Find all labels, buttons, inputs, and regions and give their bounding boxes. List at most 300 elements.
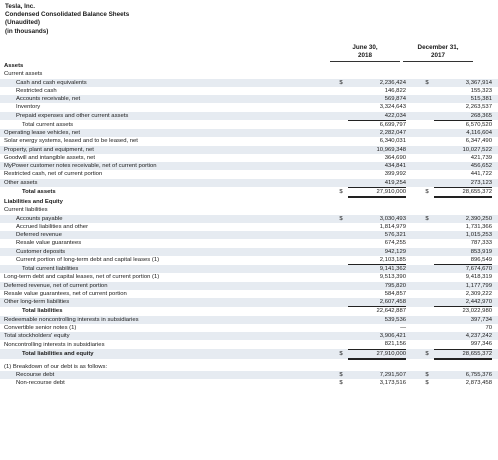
- value-june-2018: 674,255: [384, 240, 406, 247]
- table-row: [0, 170, 498, 178]
- currency-symbol: $: [420, 79, 434, 87]
- column-gap: [406, 282, 420, 290]
- column-gap: [406, 349, 420, 359]
- table-row: [0, 265, 498, 274]
- value-dec-2017: 4,237,242: [434, 332, 492, 340]
- column-gap: [406, 87, 420, 95]
- column-gap: [406, 137, 420, 145]
- table-row: [0, 179, 498, 188]
- column-gap: [406, 290, 420, 298]
- row-end: [492, 298, 498, 307]
- column-gap: [406, 79, 420, 87]
- row-label: Recourse debt: [0, 371, 334, 379]
- value-june-2018: 1,814,979: [379, 223, 406, 230]
- currency-symbol: [334, 197, 348, 206]
- table-row: [0, 129, 498, 137]
- row-label: Current liabilities: [4, 207, 48, 214]
- value-june-2018: 942,129: [348, 248, 406, 256]
- row-end: [492, 170, 498, 178]
- row-label: MyPower customer notes receivable, net of current portion: [0, 162, 334, 170]
- value-dec-2017: 23,022,980: [462, 308, 492, 315]
- row-label: Deferred revenue: [0, 231, 334, 239]
- value-june-2018: 9,141,362: [348, 265, 406, 274]
- row-end: [492, 239, 498, 247]
- currency-symbol: [420, 87, 434, 95]
- currency-symbol: $: [420, 215, 434, 223]
- value-june-2018: 27,910,000: [348, 187, 406, 197]
- table-row: [0, 70, 498, 78]
- column-header-line2: 2017: [403, 52, 473, 62]
- value-dec-2017: [434, 70, 492, 78]
- column-gap: [406, 324, 420, 332]
- currency-symbol: [334, 137, 348, 145]
- unaudited-note: (Unaudited): [5, 19, 40, 27]
- currency-symbol: [420, 70, 434, 78]
- table-row: [0, 282, 498, 290]
- currency-symbol: [420, 316, 434, 324]
- value-june-2018: [348, 206, 406, 214]
- balance-sheet-table: [0, 62, 498, 388]
- row-label: Total liabilities and equity: [0, 349, 334, 359]
- row-label: Cash and cash equivalents: [0, 79, 334, 87]
- currency-symbol: [334, 239, 348, 247]
- row-end: [492, 103, 498, 111]
- row-end: [492, 316, 498, 324]
- currency-symbol: [420, 103, 434, 111]
- currency-symbol: [420, 62, 434, 70]
- currency-symbol: [334, 170, 348, 178]
- column-gap: [406, 298, 420, 307]
- value-june-2018: 576,321: [348, 231, 406, 239]
- currency-symbol: $: [334, 371, 348, 379]
- table-row: [0, 332, 498, 340]
- currency-symbol: [420, 137, 434, 145]
- currency-symbol: $: [425, 380, 429, 387]
- currency-symbol: [334, 129, 348, 137]
- table-row: [0, 273, 498, 281]
- column-gap: [406, 187, 420, 197]
- currency-symbol: [334, 103, 348, 111]
- row-end: [492, 223, 498, 231]
- currency-symbol: [420, 332, 434, 340]
- row-label: Noncontrolling interests in subsidiaries: [4, 341, 105, 348]
- column-gap: [406, 340, 420, 349]
- row-label: Total current liabilities: [0, 265, 334, 274]
- value-dec-2017: 787,333: [470, 240, 492, 247]
- column-gap: [406, 120, 420, 129]
- value-dec-2017: 2,309,222: [465, 290, 492, 297]
- row-end: [492, 340, 498, 349]
- currency-symbol: [334, 120, 348, 129]
- table-row: [0, 239, 498, 247]
- currency-symbol: [420, 120, 434, 129]
- value-june-2018: [348, 197, 406, 206]
- currency-symbol: [420, 340, 434, 349]
- value-june-2018: 10,969,348: [348, 146, 406, 154]
- row-label: Current portion of long-term debt and capital leases (1): [16, 257, 160, 263]
- currency-symbol: $: [339, 380, 343, 387]
- column-header-line1: December 31,: [417, 44, 459, 51]
- row-end: [492, 137, 498, 145]
- currency-symbol: [334, 265, 348, 274]
- currency-symbol: [334, 154, 348, 162]
- value-dec-2017: 1,015,253: [434, 231, 492, 239]
- currency-symbol: [334, 248, 348, 256]
- currency-symbol: [334, 273, 348, 281]
- currency-symbol: [334, 162, 348, 170]
- row-end: [492, 120, 498, 129]
- currency-symbol: [334, 231, 348, 239]
- column-gap: [406, 215, 420, 223]
- currency-symbol: [334, 146, 348, 154]
- row-end: [492, 273, 498, 281]
- table-row: [0, 256, 498, 265]
- column-gap: [406, 95, 420, 103]
- currency-symbol: $: [334, 215, 348, 223]
- currency-symbol: [420, 239, 434, 247]
- row-label: Goodwill and intangible assets, net: [4, 154, 96, 161]
- row-label: Convertible senior notes (1): [4, 324, 77, 331]
- value-june-2018: 7,291,507: [348, 371, 406, 379]
- table-row: [0, 231, 498, 239]
- column-gap: [406, 265, 420, 274]
- value-june-2018: 419,254: [348, 179, 406, 188]
- row-label: Accounts payable: [0, 215, 334, 223]
- row-end: [492, 154, 498, 162]
- currency-symbol: [420, 129, 434, 137]
- value-dec-2017: 896,549: [434, 256, 492, 265]
- row-end: [492, 87, 498, 95]
- value-dec-2017: [434, 206, 492, 214]
- row-label: Liabilities and Equity: [4, 198, 63, 205]
- row-end: [492, 79, 498, 87]
- value-dec-2017: 273,123: [434, 179, 492, 188]
- value-dec-2017: 515,381: [434, 95, 492, 103]
- table-row: [0, 87, 498, 95]
- table-row: [0, 103, 498, 111]
- value-dec-2017: 2,263,537: [465, 104, 492, 111]
- value-dec-2017: 4,116,604: [434, 129, 492, 137]
- row-label: Current assets: [4, 71, 43, 78]
- row-end: [492, 371, 498, 379]
- currency-symbol: [334, 282, 348, 290]
- row-label: Redeemable noncontrolling interests in subsidiaries: [0, 316, 334, 324]
- value-dec-2017: 3,367,914: [434, 79, 492, 87]
- value-june-2018: [348, 62, 406, 70]
- currency-symbol: [420, 273, 434, 281]
- value-june-2018: 22,642,887: [376, 308, 406, 315]
- column-gap: [406, 112, 420, 121]
- currency-symbol: [420, 248, 434, 256]
- value-dec-2017: 1,731,366: [465, 223, 492, 230]
- units-note: (in thousands): [5, 27, 49, 35]
- currency-symbol: [420, 324, 434, 332]
- column-gap: [406, 307, 420, 316]
- currency-symbol: $: [339, 189, 343, 195]
- footnote-row: [0, 371, 498, 379]
- value-dec-2017: 2,442,970: [434, 298, 492, 307]
- value-dec-2017: 28,655,372: [434, 349, 492, 359]
- row-end: [492, 70, 498, 78]
- value-june-2018: 2,282,047: [348, 129, 406, 137]
- table-row: [0, 298, 498, 307]
- value-june-2018: 364,690: [384, 154, 406, 161]
- row-label: Accrued liabilities and other: [16, 223, 89, 230]
- currency-symbol: [334, 223, 348, 231]
- table-row: [0, 187, 498, 197]
- value-dec-2017: 421,739: [470, 154, 492, 161]
- currency-symbol: [334, 307, 348, 316]
- currency-symbol: $: [334, 349, 348, 359]
- currency-symbol: $: [420, 371, 434, 379]
- row-end: [492, 290, 498, 298]
- currency-symbol: [420, 223, 434, 231]
- column-header-june-2018: [330, 44, 400, 62]
- value-dec-2017: 28,655,372: [434, 187, 492, 197]
- row-label: Restricted cash, net of current portion: [4, 171, 103, 178]
- column-gap: [406, 231, 420, 239]
- column-gap: [406, 332, 420, 340]
- row-end: [492, 324, 498, 332]
- value-dec-2017: 456,652: [434, 162, 492, 170]
- table-row: [0, 206, 498, 214]
- table-row: [0, 154, 498, 162]
- currency-symbol: [420, 206, 434, 214]
- value-dec-2017: 268,365: [434, 112, 492, 121]
- row-label: Total liabilities: [22, 308, 63, 314]
- currency-symbol: [334, 112, 348, 121]
- column-gap: [406, 248, 420, 256]
- column-gap: [406, 316, 420, 324]
- row-label: Restricted cash: [16, 87, 57, 94]
- value-dec-2017: 9,418,319: [465, 274, 492, 281]
- value-dec-2017: 397,734: [434, 316, 492, 324]
- currency-symbol: [334, 206, 348, 214]
- currency-symbol: [334, 298, 348, 307]
- value-june-2018: —: [400, 324, 406, 331]
- row-end: [492, 197, 498, 206]
- column-gap: [406, 379, 420, 387]
- row-label: Solar energy systems, leased and to be leased, net: [4, 138, 138, 145]
- column-gap: [406, 223, 420, 231]
- currency-symbol: [420, 282, 434, 290]
- value-june-2018: 6,699,797: [379, 121, 406, 128]
- value-june-2018: 3,173,516: [379, 380, 406, 387]
- row-label: Other long-term liabilities: [0, 298, 334, 307]
- value-dec-2017: 7,674,670: [434, 265, 492, 274]
- column-gap: [406, 162, 420, 170]
- currency-symbol: [420, 298, 434, 307]
- value-dec-2017: [434, 62, 492, 70]
- row-label: Resale value guarantees: [16, 240, 82, 247]
- row-label: Total assets: [22, 189, 56, 195]
- row-end: [492, 187, 498, 197]
- currency-symbol: [420, 231, 434, 239]
- row-label: Property, plant and equipment, net: [0, 146, 334, 154]
- row-label: Accounts receivable, net: [0, 95, 334, 103]
- value-june-2018: 3,906,421: [348, 332, 406, 340]
- currency-symbol: [334, 95, 348, 103]
- value-june-2018: 569,874: [348, 95, 406, 103]
- column-gap: [406, 62, 420, 70]
- currency-symbol: [420, 290, 434, 298]
- value-june-2018: 27,910,000: [348, 349, 406, 359]
- row-end: [492, 146, 498, 154]
- row-end: [492, 256, 498, 265]
- value-june-2018: 422,034: [348, 112, 406, 121]
- row-label: Other assets: [0, 179, 334, 188]
- row-end: [492, 231, 498, 239]
- table-row: [0, 324, 498, 332]
- row-label: Prepaid expenses and other current assets: [0, 112, 334, 121]
- column-gap: [406, 129, 420, 137]
- value-dec-2017: 6,570,520: [465, 121, 492, 128]
- currency-symbol: [334, 340, 348, 349]
- value-dec-2017: 6,755,376: [434, 371, 492, 379]
- currency-symbol: [420, 197, 434, 206]
- row-end: [492, 206, 498, 214]
- column-gap: [406, 371, 420, 379]
- statement-title: Condensed Consolidated Balance Sheets: [5, 11, 130, 19]
- value-june-2018: 146,822: [384, 87, 406, 94]
- row-label: Long-term debt and capital leases, net of current portion (1): [4, 274, 160, 281]
- currency-symbol: [420, 179, 434, 188]
- row-label: Total stockholders' equity: [0, 332, 334, 340]
- value-june-2018: 3,324,643: [379, 104, 406, 111]
- row-label: Total current assets: [22, 121, 74, 128]
- row-end: [492, 332, 498, 340]
- value-dec-2017: 2,390,250: [434, 215, 492, 223]
- value-june-2018: 399,992: [384, 171, 406, 178]
- value-dec-2017: 1,177,799: [434, 282, 492, 290]
- value-june-2018: 2,607,458: [348, 298, 406, 307]
- row-end: [492, 129, 498, 137]
- currency-symbol: [420, 256, 434, 265]
- table-row: [0, 120, 498, 129]
- value-june-2018: 539,536: [348, 316, 406, 324]
- column-gap: [406, 239, 420, 247]
- value-june-2018: 821,156: [348, 340, 406, 349]
- row-label: Operating lease vehicles, net: [0, 129, 334, 137]
- value-june-2018: 6,340,031: [379, 138, 406, 145]
- currency-symbol: [420, 95, 434, 103]
- currency-symbol: [334, 87, 348, 95]
- value-dec-2017: 441,722: [470, 171, 492, 178]
- value-dec-2017: 6,347,490: [465, 138, 492, 145]
- value-june-2018: 2,103,185: [348, 256, 406, 265]
- column-gap: [406, 273, 420, 281]
- document-header: [5, 3, 129, 36]
- value-dec-2017: 70: [485, 324, 492, 331]
- table-row: [0, 248, 498, 256]
- currency-symbol: [420, 146, 434, 154]
- currency-symbol: [334, 316, 348, 324]
- currency-symbol: $: [420, 349, 434, 359]
- table-row: [0, 197, 498, 206]
- table-row: [0, 162, 498, 170]
- table-row: [0, 95, 498, 103]
- column-gap: [406, 256, 420, 265]
- table-row: [0, 349, 498, 359]
- column-gap: [406, 179, 420, 188]
- row-end: [492, 282, 498, 290]
- row-end: [492, 248, 498, 256]
- currency-symbol: [420, 170, 434, 178]
- value-june-2018: 434,841: [348, 162, 406, 170]
- row-label: Assets: [4, 63, 24, 69]
- currency-symbol: [334, 70, 348, 78]
- row-end: [492, 349, 498, 359]
- value-dec-2017: 997,346: [434, 340, 492, 349]
- row-label: Inventory: [16, 104, 41, 111]
- footnote-title-row: [0, 363, 498, 371]
- column-gap: [406, 206, 420, 214]
- table-row: [0, 112, 498, 121]
- row-end: [492, 265, 498, 274]
- value-dec-2017: [434, 197, 492, 206]
- column-gap: [406, 70, 420, 78]
- column-gap: [406, 197, 420, 206]
- currency-symbol: $: [425, 189, 429, 195]
- row-end: [492, 307, 498, 316]
- currency-symbol: [334, 290, 348, 298]
- row-end: [492, 112, 498, 121]
- currency-symbol: [334, 324, 348, 332]
- footnote-title: (1) Breakdown of our debt is as follows:: [4, 363, 108, 370]
- row-label: Resale value guarantees, net of current portion: [4, 290, 127, 297]
- currency-symbol: [420, 154, 434, 162]
- currency-symbol: [420, 112, 434, 121]
- column-gap: [406, 103, 420, 111]
- value-june-2018: 2,236,424: [348, 79, 406, 87]
- table-row: [0, 137, 498, 145]
- currency-symbol: [334, 332, 348, 340]
- table-row: [0, 79, 498, 87]
- currency-symbol: [334, 256, 348, 265]
- row-end: [492, 62, 498, 70]
- currency-symbol: [420, 162, 434, 170]
- table-row: [0, 307, 498, 316]
- column-gap: [406, 170, 420, 178]
- currency-symbol: [334, 179, 348, 188]
- value-june-2018: 9,513,390: [379, 274, 406, 281]
- currency-symbol: [420, 265, 434, 274]
- column-header-line1: June 30,: [352, 44, 378, 51]
- column-gap: [406, 154, 420, 162]
- table-row: [0, 223, 498, 231]
- value-june-2018: 584,857: [384, 290, 406, 297]
- table-row: [0, 316, 498, 324]
- table-row: [0, 215, 498, 223]
- column-gap: [406, 146, 420, 154]
- row-label: Deferred revenue, net of current portion: [0, 282, 334, 290]
- column-header-line2: 2018: [330, 52, 400, 62]
- value-june-2018: [348, 70, 406, 78]
- currency-symbol: $: [334, 79, 348, 87]
- table-row: [0, 146, 498, 154]
- currency-symbol: [420, 307, 434, 316]
- value-dec-2017: 155,323: [470, 87, 492, 94]
- table-row: [0, 340, 498, 349]
- row-end: [492, 179, 498, 188]
- row-end: [492, 162, 498, 170]
- row-end: [492, 215, 498, 223]
- table-row: [0, 290, 498, 298]
- footnote-row: [0, 379, 498, 387]
- value-dec-2017: 853,919: [434, 248, 492, 256]
- company-name: Tesla, Inc.: [5, 3, 35, 10]
- value-june-2018: 795,820: [348, 282, 406, 290]
